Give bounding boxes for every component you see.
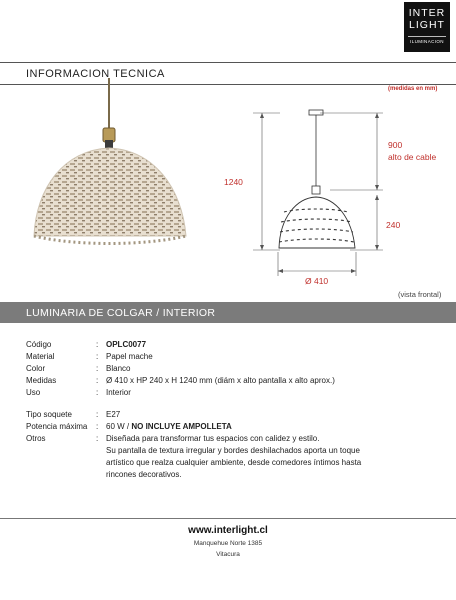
spec-value (106, 421, 426, 433)
description-line: rincones decorativos. (106, 470, 182, 479)
category-title: LUMINARIA DE COLGAR / INTERIOR (26, 307, 216, 319)
spec-label: Tipo soquete (26, 410, 72, 419)
spec-value: E27 (106, 410, 121, 419)
spec-value: OPLC0077 (106, 340, 147, 349)
logo-line-2: LIGHT (409, 19, 445, 31)
website-link[interactable]: www.interlight.cl (188, 525, 268, 536)
footer (0, 524, 456, 560)
spec-label: Código (26, 340, 52, 349)
spec-separator: : (96, 352, 99, 361)
section-title: INFORMACION TECNICA (26, 68, 165, 80)
logo-line-1: INTER (408, 7, 446, 19)
spec-separator: : (96, 364, 99, 373)
city: Vitacura (216, 551, 240, 558)
spec-label: Color (26, 364, 46, 373)
bulb-not-included: NO INCLUYE AMPOLLETA (131, 422, 232, 431)
spec-table (26, 339, 426, 481)
logo-line-3: ILUMINACION (408, 36, 446, 44)
spec-separator: : (96, 388, 99, 397)
spec-row-uso (26, 387, 426, 399)
spec-separator: : (96, 434, 99, 443)
spec-row-medidas (26, 375, 426, 387)
spec-row-material (26, 351, 426, 363)
spec-separator: : (96, 376, 99, 385)
shade-height-value: 240 (386, 220, 401, 230)
spec-row-otros (26, 433, 426, 481)
spec-value: Papel mache (106, 352, 153, 361)
spec-row-codigo (26, 339, 426, 351)
cable-height-label: alto de cable (388, 152, 437, 162)
description-line: artístico que realza cualquier ambiente, desde comedores íntimos hasta (106, 458, 362, 467)
spec-row-potencia (26, 421, 426, 433)
spec-separator: : (96, 410, 99, 419)
spec-row-color (26, 363, 426, 375)
spec-row-soquete (26, 409, 426, 421)
total-height-value: 1240 (224, 177, 243, 187)
view-label: (vista frontal) (398, 290, 442, 299)
spec-separator: : (96, 422, 99, 431)
spec-value: Ø 410 x HP 240 x H 1240 mm (diám x alto pantalla x alto aprox.) (106, 376, 335, 385)
spec-value (106, 433, 426, 481)
spec-label: Medidas (26, 376, 57, 385)
spec-label: Uso (26, 388, 41, 397)
spec-value: Blanco (106, 364, 131, 373)
units-note: (medidas en mm) (388, 86, 438, 92)
cable-height-value: 900 (388, 140, 403, 150)
spec-label: Otros (26, 434, 46, 443)
description-line: Su pantalla de textura irregular y bordes deshilachados aporta un toque (106, 446, 360, 455)
address: Manquehue Norte 1385 (193, 540, 263, 547)
description-line: Diseñada para transformar tus espacios con calidez y estilo. (106, 434, 320, 443)
diameter-value: Ø 410 (305, 276, 329, 286)
spec-label: Potencia máxima (26, 422, 88, 431)
spec-value: Interior (106, 388, 131, 397)
spec-label: Material (26, 352, 55, 361)
footer-divider (0, 518, 456, 519)
power-value: 60 W / (106, 422, 132, 431)
category-band (0, 302, 456, 323)
spec-separator: : (96, 340, 99, 349)
